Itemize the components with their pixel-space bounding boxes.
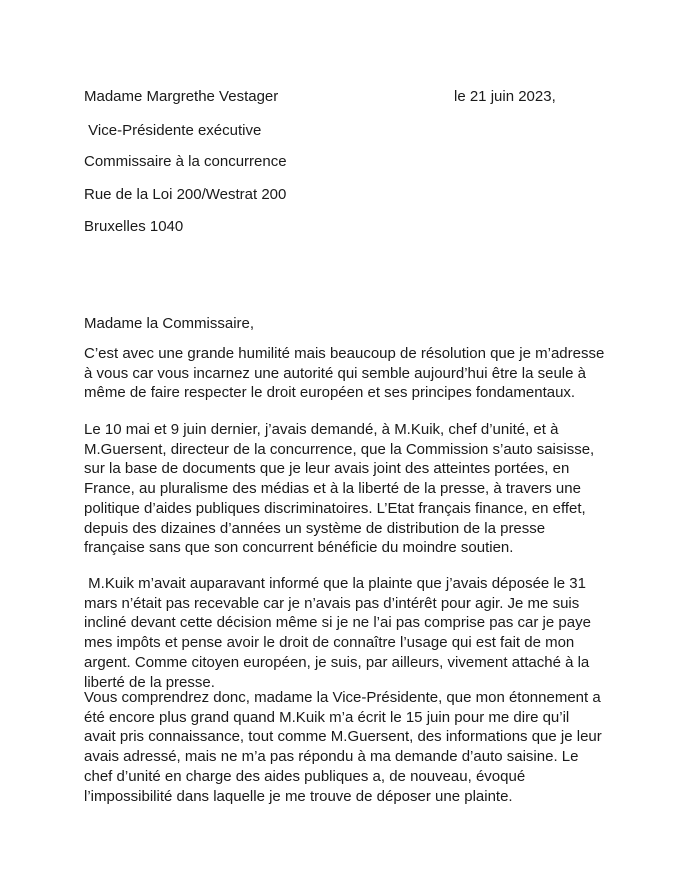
paragraph-line: Le 10 mai et 9 juin dernier, j’avais demandé, à M.Kuik, chef d’unité, et à	[84, 421, 559, 438]
paragraph-line: politique d’aides publiques discriminatoires. L’Etat français finance, en effet,	[84, 499, 586, 517]
recipient-title: Vice-Présidente exécutive	[84, 122, 262, 139]
paragraph-line: même de faire respecter le droit européen et ses principes fondamentaux.	[84, 384, 576, 402]
paragraph-line: depuis des dizaines d’années un système de distribution de la presse	[84, 519, 546, 537]
paragraph-line: Vous comprendrez donc, madame la Vice-Présidente, que mon étonnement a	[84, 689, 601, 706]
paragraph-line: C’est avec une grande humilité mais beaucoup de résolution que je m’adresse	[84, 345, 605, 362]
paragraph-line: française sans que son concurrent bénéficie du moindre soutien.	[84, 539, 514, 557]
paragraph-4	[84, 688, 624, 806]
paragraph-line: été encore plus grand quand M.Kuik m’a écrit le 15 juin pour me dire qu’il	[84, 708, 570, 726]
recipient-city: Bruxelles 1040	[84, 218, 184, 235]
recipient-name: Madame Margrethe Vestager	[84, 88, 279, 105]
paragraph-2	[84, 420, 624, 558]
paragraph-line: avait pris connaissance, tout comme M.Guersent, des informations que je leur	[84, 728, 602, 746]
paragraph-line: France, au pluralisme des médias et à la liberté de la presse, à travers une	[84, 480, 581, 498]
paragraph-line: chef d’unité en charge des aides publiques a, de nouveau, évoqué	[84, 767, 526, 785]
paragraph-line: avais adressé, mais ne m’a pas répondu à ma demande d’auto saisine. Le	[84, 748, 579, 766]
salutation: Madame la Commissaire,	[84, 315, 255, 332]
paragraph-line: M.Guersent, directeur de la concurrence, que la Commission s’auto saisisse,	[84, 440, 595, 458]
paragraph-3	[84, 574, 624, 692]
paragraph-line: sur la base de documents que je leur avais joint des atteintes portées, en	[84, 460, 570, 478]
letter-date: le 21 juin 2023,	[454, 88, 556, 105]
recipient-street: Rue de la Loi 200/Westrat 200	[84, 186, 287, 203]
paragraph-line: l’impossibilité dans laquelle je me trouve de déposer une plainte.	[84, 787, 513, 805]
paragraph-line: mars n’était pas recevable car je n’avais pas d’intérêt pour agir. Je me suis	[84, 594, 580, 612]
paragraph-line: mes impôts et pense avoir le droit de connaître l’usage qui est fait de mon	[84, 634, 575, 652]
paragraph-line: liberté de la presse.	[84, 673, 215, 691]
paragraph-line: M.Kuik m’avait auparavant informé que la plainte que j’avais déposée le 31	[84, 575, 586, 592]
paragraph-1	[84, 344, 624, 403]
paragraph-line: incliné devant cette décision même si je ne l’ai pas comprise pas car je paye	[84, 614, 591, 632]
paragraph-line: à vous car vous incarnez une autorité qui semble aujourd’hui être la seule à	[84, 364, 586, 382]
recipient-role: Commissaire à la concurrence	[84, 153, 287, 170]
paragraph-line: argent. Comme citoyen européen, je suis, par ailleurs, vivement attaché à la	[84, 653, 590, 671]
